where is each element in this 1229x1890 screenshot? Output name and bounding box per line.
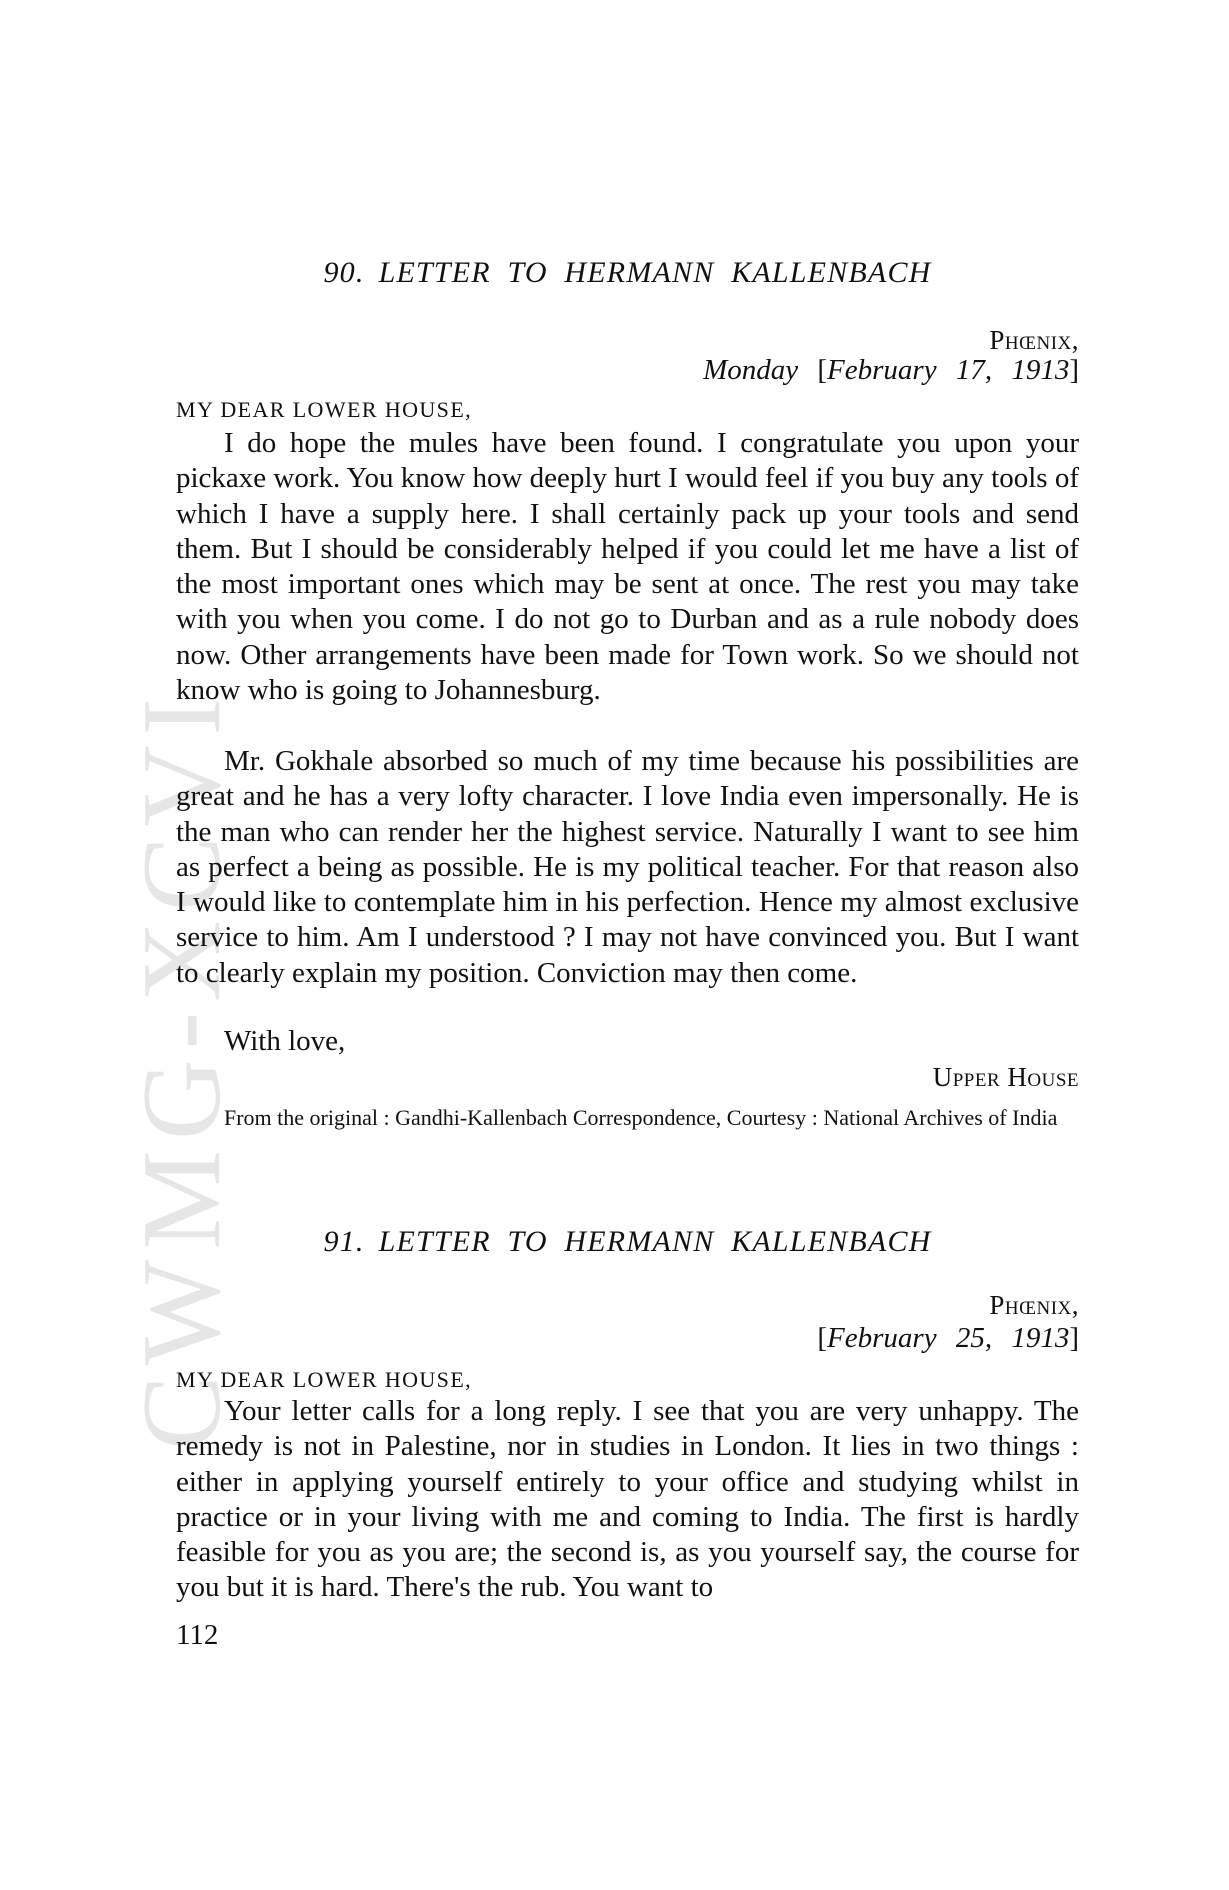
letter-90-paragraph-2: Mr. Gokhale absorbed so much of my time because his possibilities are great and he has a very lofty character. I love India even impersonally. He is the man who can render her the highest service. Naturally I want to see him as perfect a being as possible. He is my political teacher. For that reason also I would like to contemplate him in his perfection. Hence my almost exclusive service to him. Am I understood ? I may not have convinced you. But I want to clearly explain my position. Conviction may then come. [176,745,1079,989]
letter-90-date-bracket-close: ] [1069,354,1079,386]
letter-91-heading [176,1225,1079,1259]
letter-90-date-text: February 17, 1913 [827,354,1070,386]
watermark: CWMG-XCVI [120,688,244,1450]
letter-91-date-text: February 25, 1913 [827,1322,1070,1354]
page-number: 112 [176,1619,219,1651]
letter-90-number: 90. [323,256,365,289]
letter-90-closing: With love, [224,1025,346,1057]
letter-90-date [703,354,1079,387]
letter-90-date-bracket-open: [ [817,354,828,386]
letter-90-paragraph-1: I do hope the mules have been found. I congratulate you upon your pickaxe work. You know how deeply hurt I would feel if you buy any tools of which I have a supply here. I shall certainly pack up your tools and send them. But I should be considerably helped if you could let me have a list of the most important ones which may be sent at once. The rest you may take with you when you come. I do not go to Durban and as a rule nobody does now. Other arrangements have been made for Town work. So we should not know who is going to Johannesburg. [176,427,1079,707]
letter-90-place: Phœnix, [989,325,1079,355]
letter-91-date [817,1322,1079,1355]
letter-90-heading [176,256,1079,290]
letter-90-signature: Upper House [932,1062,1079,1092]
letter-90-salutation: MY DEAR LOWER HOUSE, [176,397,473,422]
letter-91-number: 91. [323,1225,365,1258]
letter-91-date-bracket-open: [ [817,1322,828,1354]
letter-91-title: LETTER TO HERMANN KALLENBACH [378,1225,932,1258]
letter-91-date-bracket-close: ] [1069,1322,1079,1354]
letter-90-source-note: From the original : Gandhi-Kallenbach Correspondence, Courtesy : National Archives of India [224,1105,1058,1130]
letter-91-place: Phœnix, [989,1290,1079,1320]
letter-90-date-day: Monday [703,354,799,386]
letter-91-salutation: MY DEAR LOWER HOUSE, [176,1367,473,1392]
letter-91-paragraph-1: Your letter calls for a long reply. I see that you are very unhappy. The remedy is not in Palestine, nor in studies in London. It lies in two things : either in applying yourself entirely to your office and studying whilst in practice or in your living with me and coming to India. The first is hardly feasible for you as you are; the second is, as you yourself say, the course for you but it is hard. There's the rub. You want to [176,1395,1079,1604]
letter-90-title: LETTER TO HERMANN KALLENBACH [378,256,932,289]
